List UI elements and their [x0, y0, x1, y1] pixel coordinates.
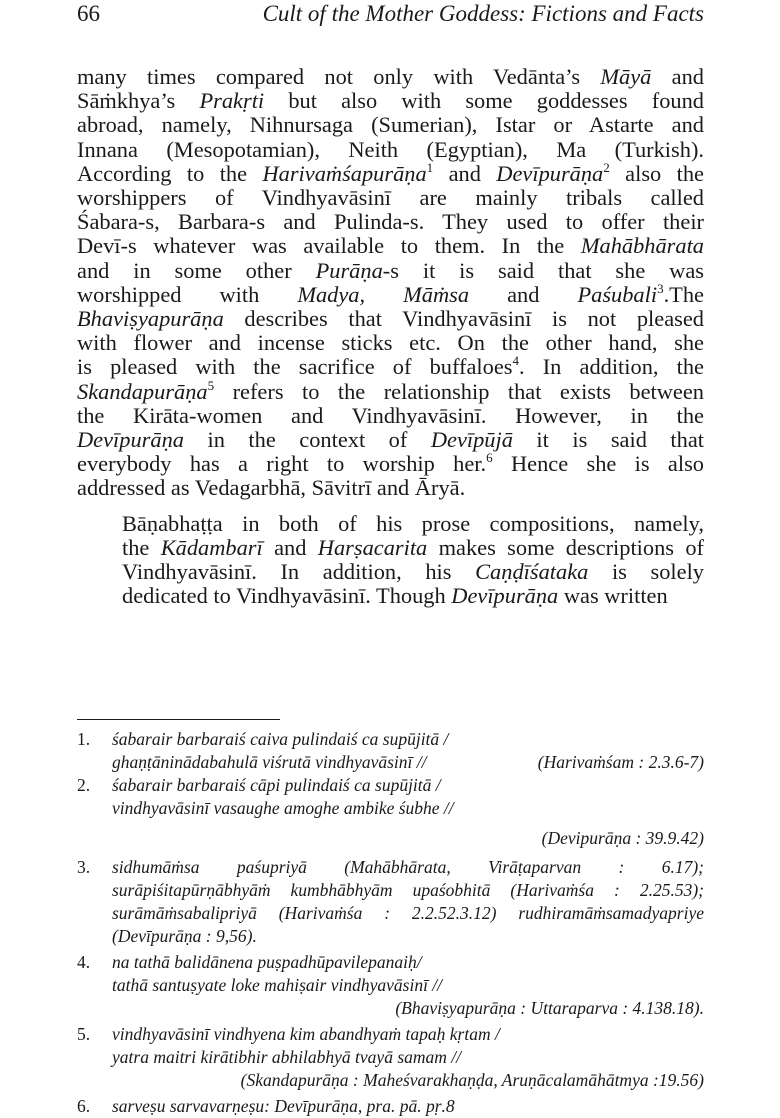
footnote-divider [77, 719, 280, 720]
footnote-5 [77, 1023, 704, 1092]
footnote-line: surāmāṁsabalipriyā (Harivaṁśa : 2.2.52.3.12) rudhiramāṁsamadyapriye [112, 903, 704, 923]
text-line: Bhaviṣyapurāṇa describes that Vindhyavāsinī is not pleased [77, 306, 704, 332]
footnote-number: 4. [77, 952, 91, 972]
text-line: many times compared not only with Vedānta’s Māyā and [77, 64, 704, 89]
footnote-citation: (Devipurāṇa : 39.9.42) [541, 828, 704, 848]
footnote-line: yatra maitri kirātibhir abhilabhyā tvayā samam // [112, 1047, 462, 1067]
footnote-number: 1. [77, 729, 91, 749]
text-line: is pleased with the sacrifice of buffaloes$^4$. In addition, the [77, 353, 704, 380]
page-number: 66 [77, 1, 100, 26]
text-line: everybody has a right to worship her.$^6$ Hence she is also [77, 450, 705, 477]
text-line: Innana (Mesopotamian), Neith (Egyptian), Ma (Turkish). [77, 136, 704, 162]
footnote-line: śabarair barbaraiś caiva pulindaiś ca supūjitā / [112, 729, 449, 749]
footnote-ref: 3 [657, 280, 664, 296]
footnote-1 [77, 728, 704, 774]
footnote-citation: (Harivaṁśam : 2.3.6-7) [537, 752, 704, 772]
text-line: worshippers of Vindhyavāsinī are mainly tribals called [77, 185, 704, 211]
text-line: According to the Harivaṁśapurāṇa$^1$ and Devīpurāṇa$^2$ also the [77, 159, 704, 186]
text-line: addressed as Vedagarbhā, Sāvitrī and Āryā. [77, 475, 466, 501]
text-line: the Kirāta-women and Vindhyavāsinī. However, in the [77, 402, 704, 428]
footnote-line [112, 751, 704, 774]
footnote-ref: 2 [603, 159, 610, 175]
running-title: Cult of the Mother Goddess: Fictions and Facts [262, 1, 704, 26]
text-line: and in some other Purāṇa-s it is said that she was [77, 257, 704, 283]
text-line: dedicated to Vindhyavāsinī. Though Devīpurāṇa was written [122, 583, 668, 609]
text-line: abroad, namely, Nihnursaga (Sumerian), Istar or Astarte and [77, 112, 704, 138]
text-line: Skandapurāṇa$^5$ refers to the relationship that exists between [77, 377, 704, 404]
footnote-line: na tathā balidānena puṣpadhūpavilepanaiḥ/ [112, 952, 422, 972]
footnote-line: sidhumāṁsa paśupriyā (Mahābhārata, Virāṭaparvan : 6.17); [112, 857, 704, 877]
footnote-line: vindhyavāsinī vasaughe amoghe ambike śubhe // [112, 798, 454, 818]
footnote-number: 3. [77, 857, 91, 877]
footnotes [77, 728, 704, 1118]
footnote-line: sarveṣu sarvavarṇeṣu: Devīpurāṇa, pra. pā. pṛ.8 [112, 1096, 455, 1116]
footnote-line: tathā santuṣyate loke mahiṣair vindhyavāsinī // [112, 975, 443, 995]
text-line: Sāṁkhya’s Prakṛti but also with some goddesses found [77, 88, 704, 114]
footnote-3 [77, 856, 704, 948]
text-line: with flower and incense sticks etc. On the other hand, she [77, 330, 704, 356]
footnote-line: vindhyavāsinī vindhyena kim abandhyaṁ tapaḥ kṛtam / [112, 1024, 500, 1044]
footnote-line: surāpiśitapūrṇābhyāṁ kumbhābhyām upaśobhitā (Harivaṁśa : 2.25.53); [112, 880, 704, 900]
text-line: Śabara-s, Barbara-s and Pulinda-s. They used to offer their [77, 209, 704, 235]
text-line: Devī-s whatever was available to them. In the Mahābhārata [77, 233, 704, 259]
footnote-ref: 4 [512, 353, 519, 369]
footnote-ref: 5 [207, 377, 215, 393]
text-line: Bāṇabhaṭṭa in both of his prose compositions, namely, [122, 510, 704, 536]
running-head [77, 0, 704, 28]
footnote-number: 5. [77, 1024, 91, 1044]
footnote-ref: 1 [426, 159, 434, 175]
footnote-6 [77, 1095, 704, 1118]
text-line: worshipped with Madya, Māṁsa and Paśubali$^3$.The [77, 280, 704, 307]
footnote-number: 2. [77, 775, 91, 795]
footnote-4 [77, 951, 704, 1020]
footnote-number: 6. [77, 1096, 91, 1116]
footnote-line: (Devīpurāṇa : 9,56). [112, 926, 257, 946]
footnote-citation: (Skandapurāṇa : Maheśvarakhaṇḍa, Aruṇācalamāhātmya :19.56) [240, 1070, 704, 1090]
footnote-line-text: ghaṇṭāninādabahulā viśrutā vindhyavāsinī // [112, 752, 427, 772]
paragraph-2 [77, 512, 704, 609]
text-line: Devīpurāṇa in the context of Devīpūjā it is said that [77, 427, 704, 453]
paragraph-1 [77, 65, 704, 501]
footnote-ref: 6 [486, 450, 493, 466]
footnote-2 [77, 774, 704, 850]
text-line: the Kādambarī and Harṣacarita makes some descriptions of [122, 534, 705, 560]
text-line: Vindhyavāsinī. In addition, his Caṇḍīśataka is solely [122, 559, 704, 585]
footnote-citation: (Bhaviṣyapurāṇa : Uttaraparva : 4.138.18). [395, 998, 704, 1018]
body-text [77, 65, 704, 608]
footnote-line: śabarair barbaraiś cāpi pulindaiś ca supūjitā / [112, 775, 441, 795]
